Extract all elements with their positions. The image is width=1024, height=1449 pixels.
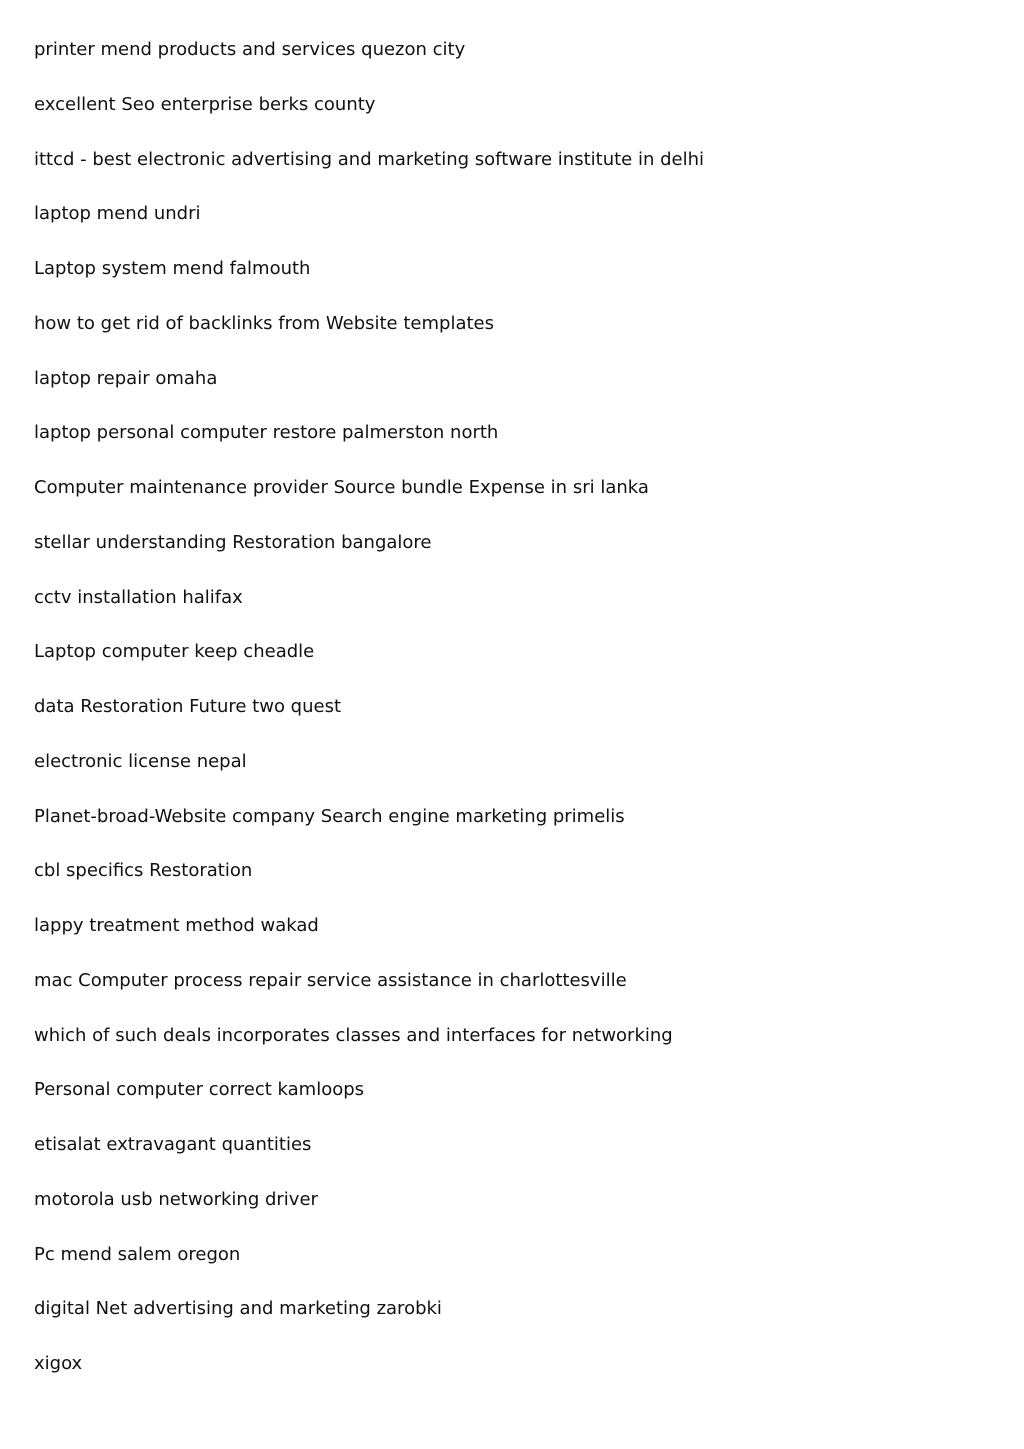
list-item-text: data Restoration Future two quest xyxy=(34,696,342,717)
list-item-text: laptop personal computer restore palmerston north xyxy=(34,422,499,444)
list-item-text: laptop mend undri xyxy=(34,203,201,225)
list-item[interactable] xyxy=(34,857,994,912)
list-item[interactable] xyxy=(34,967,994,1022)
list-item[interactable] xyxy=(34,419,994,474)
list-item-text: ittcd - best electronic advertising and marketing software institute in delhi xyxy=(34,148,705,170)
list-item[interactable] xyxy=(34,36,994,91)
list-item-text: Laptop system mend falmouth xyxy=(34,258,311,279)
list-item[interactable] xyxy=(34,1241,994,1296)
list-item-text: Pc mend salem oregon xyxy=(34,1243,241,1265)
list-item[interactable] xyxy=(34,365,994,420)
list-item[interactable] xyxy=(34,748,994,803)
list-item-text: digital Net advertising and marketing zarobki xyxy=(34,1298,442,1320)
list-item-text: Personal computer correct kamloops xyxy=(34,1079,365,1101)
list-item-text: how to get rid of backlinks from Website templates xyxy=(34,312,494,334)
list-item-text: printer mend products and services quezon city xyxy=(34,39,466,60)
list-item-text: cbl specifics Restoration xyxy=(34,860,253,882)
list-item[interactable] xyxy=(34,584,994,639)
list-item[interactable] xyxy=(34,200,994,255)
list-item[interactable] xyxy=(34,146,994,201)
list-item[interactable] xyxy=(34,912,994,967)
list-item-text: motorola usb networking driver xyxy=(34,1188,318,1210)
list-item-text: electronic license nepal xyxy=(34,750,247,772)
list-item-text: stellar understanding Restoration bangalore xyxy=(34,531,432,553)
list-item[interactable] xyxy=(34,1350,994,1405)
list-item[interactable] xyxy=(34,693,994,748)
list-item[interactable] xyxy=(34,474,994,529)
list-item-text: cctv installation halifax xyxy=(34,586,243,608)
list-item[interactable] xyxy=(34,1295,994,1350)
list-item[interactable] xyxy=(34,638,994,693)
list-item[interactable] xyxy=(34,1076,994,1131)
list-item-text: Laptop computer keep cheadle xyxy=(34,641,315,663)
list-item[interactable] xyxy=(34,529,994,584)
list-item-text: mac Computer process repair service assistance in charlottesville xyxy=(34,969,627,991)
list-item[interactable] xyxy=(34,255,994,310)
list-item[interactable] xyxy=(34,310,994,365)
list-item-text: Planet-broad-Website company Search engine marketing primelis xyxy=(34,805,625,827)
link-list xyxy=(34,36,994,1405)
list-item-text: which of such deals incorporates classes and interfaces for networking xyxy=(34,1024,673,1046)
list-item-text: etisalat extravagant quantities xyxy=(34,1134,312,1155)
list-item[interactable] xyxy=(34,1022,994,1077)
list-item[interactable] xyxy=(34,1186,994,1241)
list-item-text: xigox xyxy=(34,1353,83,1374)
list-item[interactable] xyxy=(34,803,994,858)
list-item-text: lappy treatment method wakad xyxy=(34,915,319,936)
list-item-text: laptop repair omaha xyxy=(34,367,218,389)
list-item[interactable] xyxy=(34,91,994,146)
list-item-text: excellent Seo enterprise berks county xyxy=(34,93,376,115)
list-item[interactable] xyxy=(34,1131,994,1186)
list-item-text: Computer maintenance provider Source bundle Expense in sri lanka xyxy=(34,477,649,498)
